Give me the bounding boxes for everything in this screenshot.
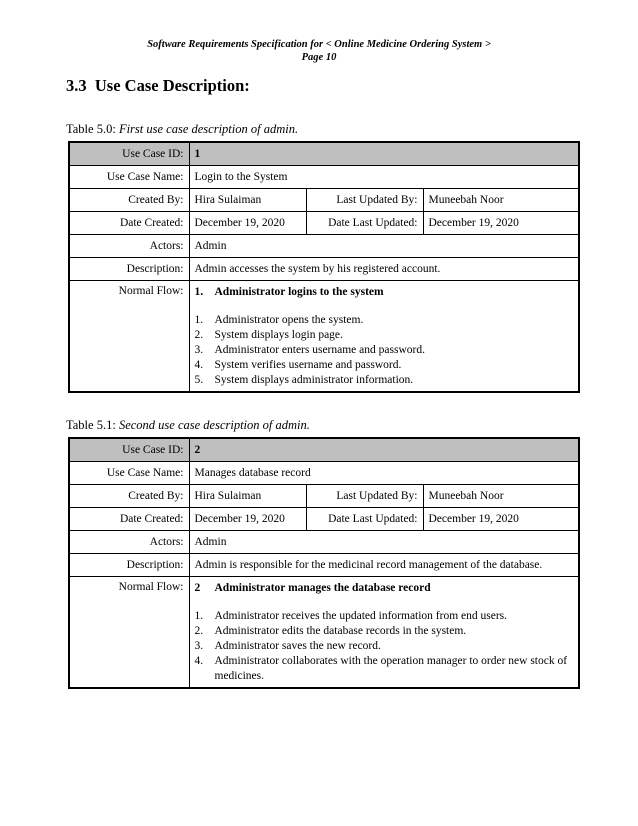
label-actors: Actors: [69, 531, 189, 554]
step-number: 1. [194, 610, 204, 622]
caption-text: Second use case description of admin. [118, 418, 310, 432]
table-row [69, 281, 579, 393]
table-row [69, 485, 579, 508]
step-number: 3. [194, 640, 204, 652]
list-item [195, 373, 574, 388]
label-use-case-name: Use Case Name: [69, 462, 189, 485]
label-last-updated-by: Last Updated By: [306, 485, 423, 508]
label-date-last-updated: Date Last Updated: [306, 508, 423, 531]
flow-heading [195, 285, 574, 300]
section-title: Use Case Description: [94, 76, 250, 95]
list-item [195, 358, 574, 373]
value-use-case-name: Manages database record [189, 462, 579, 485]
section-heading [66, 76, 250, 96]
step-number: 2. [194, 329, 204, 341]
value-actors: Admin [189, 531, 579, 554]
step-number: 3. [194, 344, 204, 356]
flow-number: 1. [194, 286, 204, 298]
step-number: 2. [194, 625, 204, 637]
step-text: System displays login page. [214, 329, 343, 341]
label-date-created: Date Created: [69, 212, 189, 235]
value-date-created: December 19, 2020 [189, 212, 306, 235]
table-row [69, 142, 579, 166]
table-row [69, 258, 579, 281]
step-number: 5. [194, 374, 204, 386]
list-item [195, 639, 574, 654]
label-normal-flow: Normal Flow: [69, 577, 189, 689]
step-text: Administrator edits the database records in the system. [214, 625, 467, 637]
use-case-table-1 [68, 141, 580, 393]
caption-prefix: Table 5.0: [66, 122, 119, 136]
header-title: Software Requirements Specification for < Online Medicine Ordering System > [147, 39, 491, 50]
value-last-updated-by: Muneebah Noor [423, 189, 579, 212]
table-row [69, 438, 579, 462]
list-item [195, 624, 574, 639]
step-text: Administrator saves the new record. [214, 640, 381, 652]
label-actors: Actors: [69, 235, 189, 258]
value-created-by: Hira Sulaiman [189, 485, 306, 508]
value-date-created: December 19, 2020 [189, 508, 306, 531]
table-row [69, 235, 579, 258]
value-last-updated-by: Muneebah Noor [423, 485, 579, 508]
label-use-case-id: Use Case ID: [69, 142, 189, 166]
step-text: System verifies username and password. [214, 359, 402, 371]
value-use-case-id: 2 [189, 438, 579, 462]
page-number: Page 10 [301, 52, 337, 63]
label-last-updated-by: Last Updated By: [306, 189, 423, 212]
flow-steps [195, 609, 574, 684]
step-number: 4. [194, 655, 204, 667]
list-item [195, 313, 574, 328]
table-row [69, 554, 579, 577]
label-created-by: Created By: [69, 189, 189, 212]
table-row [69, 212, 579, 235]
value-date-last-updated: December 19, 2020 [423, 508, 579, 531]
step-text: Administrator collaborates with the operation manager to order new stock of medicines. [214, 655, 568, 682]
label-description: Description: [69, 554, 189, 577]
list-item [195, 343, 574, 358]
value-description: Admin is responsible for the medicinal record management of the database. [189, 554, 579, 577]
flow-steps [195, 313, 574, 388]
step-number: 4. [194, 359, 204, 371]
step-number: 1. [194, 314, 204, 326]
step-text: System displays administrator information. [214, 374, 414, 386]
step-text: Administrator opens the system. [214, 314, 364, 326]
flow-number: 2 [194, 582, 201, 594]
table-caption-1 [66, 122, 298, 137]
label-date-created: Date Created: [69, 508, 189, 531]
step-text: Administrator enters username and password. [214, 344, 425, 356]
value-use-case-name: Login to the System [189, 166, 579, 189]
value-use-case-id: 1 [189, 142, 579, 166]
flow-title: Administrator logins to the system [214, 286, 384, 298]
label-date-last-updated: Date Last Updated: [306, 212, 423, 235]
label-use-case-name: Use Case Name: [69, 166, 189, 189]
value-actors: Admin [189, 235, 579, 258]
table-row [69, 189, 579, 212]
table-row [69, 508, 579, 531]
label-normal-flow: Normal Flow: [69, 281, 189, 393]
value-date-last-updated: December 19, 2020 [423, 212, 579, 235]
table-row [69, 531, 579, 554]
flow-heading [195, 581, 574, 596]
caption-prefix: Table 5.1: [66, 418, 119, 432]
step-text: Administrator receives the updated information from end users. [214, 610, 508, 622]
table-row [69, 577, 579, 689]
caption-text: First use case description of admin. [118, 122, 299, 136]
value-normal-flow [189, 577, 579, 689]
table-caption-2 [66, 418, 310, 433]
use-case-table-2 [68, 437, 580, 689]
page-header [0, 38, 638, 64]
list-item [195, 654, 574, 684]
flow-title: Administrator manages the database record [214, 582, 431, 594]
list-item [195, 609, 574, 624]
label-use-case-id: Use Case ID: [69, 438, 189, 462]
value-normal-flow [189, 281, 579, 393]
list-item [195, 328, 574, 343]
table-row [69, 166, 579, 189]
label-description: Description: [69, 258, 189, 281]
section-number: 3.3 [66, 76, 87, 95]
value-description: Admin accesses the system by his registered account. [189, 258, 579, 281]
table-row [69, 462, 579, 485]
value-created-by: Hira Sulaiman [189, 189, 306, 212]
label-created-by: Created By: [69, 485, 189, 508]
